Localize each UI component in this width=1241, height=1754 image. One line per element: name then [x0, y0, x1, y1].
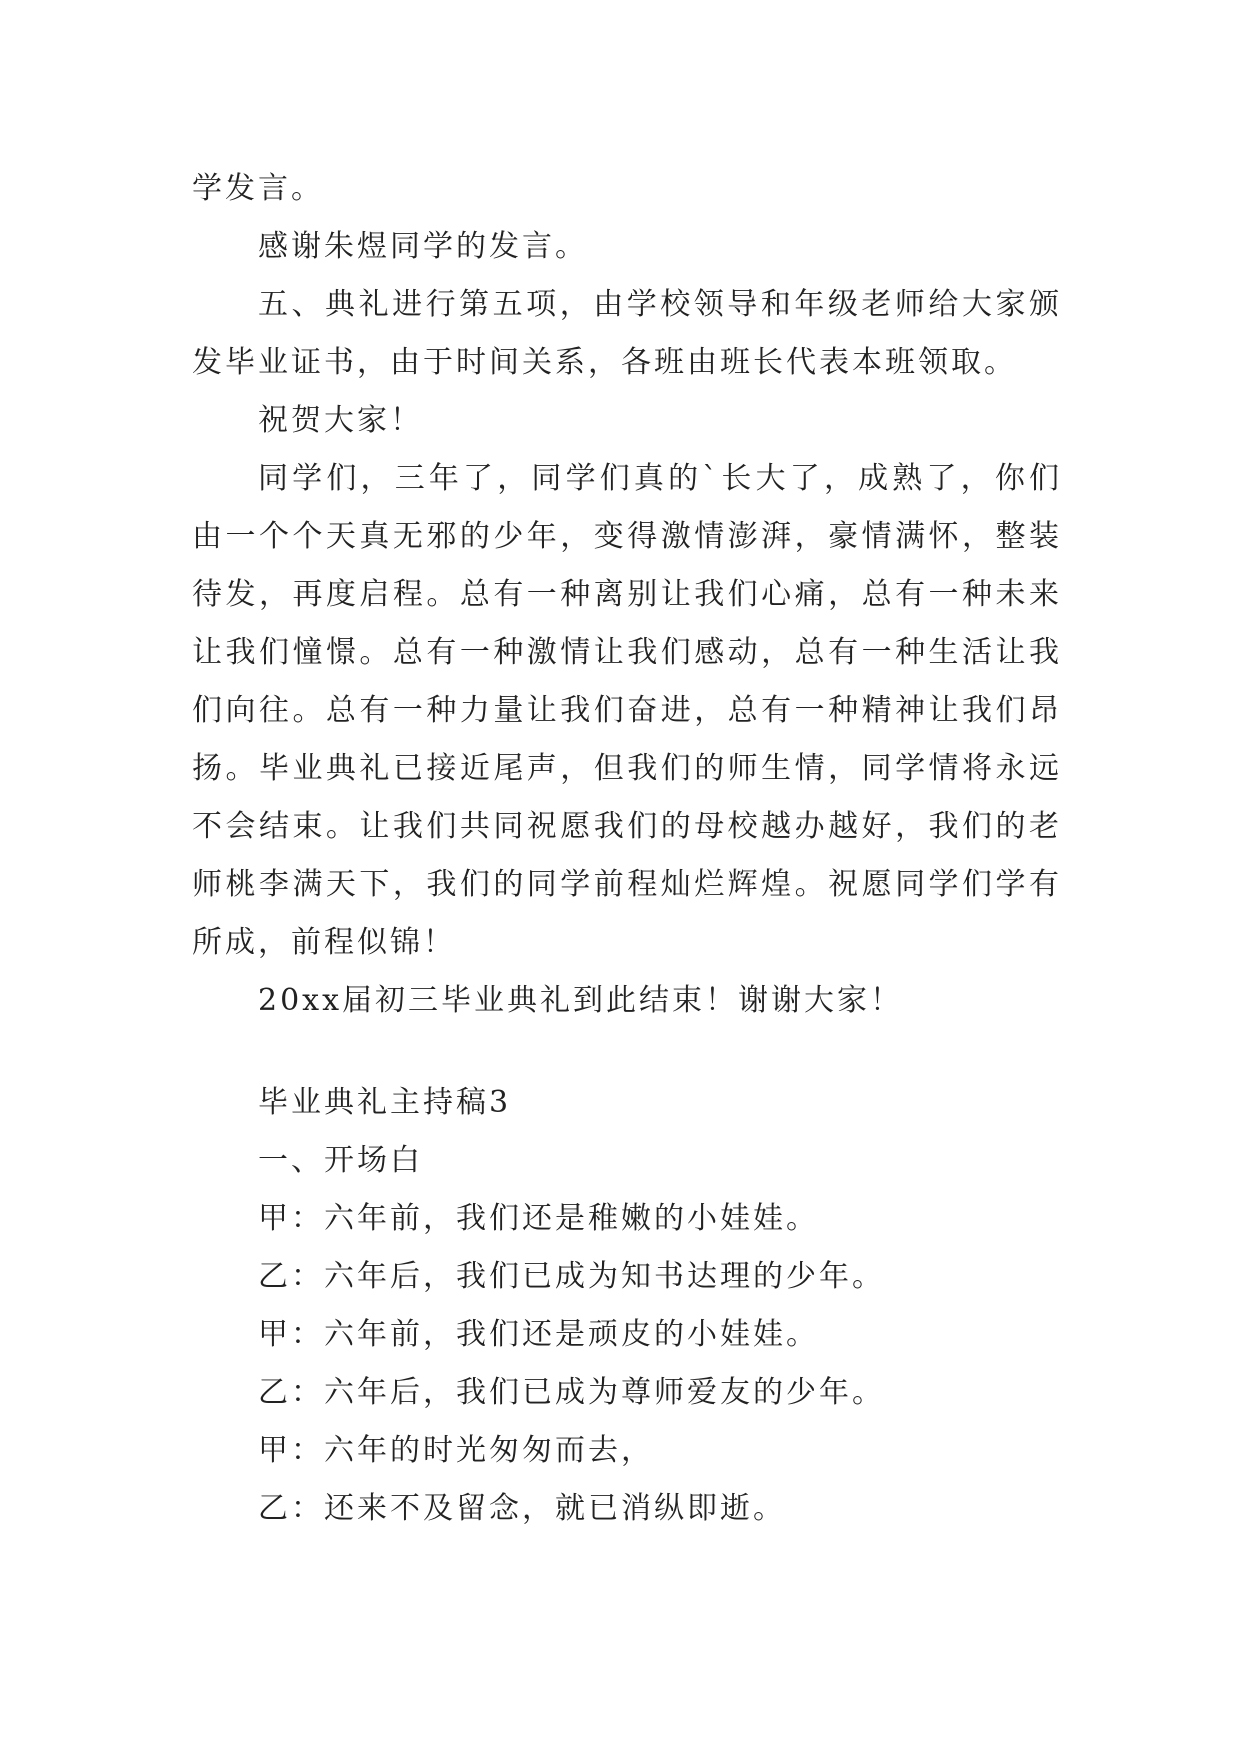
paragraph-end: 20xx届初三毕业典礼到此结束！谢谢大家！	[258, 983, 904, 1018]
paragraph-closing-speech: 同学们，三年了，同学们真的`长大了，成熟了，你们由一个个天真无邪的少年，变得激情澎湃，豪情满怀，整装待发，再度启程。总有一种离别让我们心痛，总有一种未来让我们憧憬。总有一种激情让我们感动，总有一种生活让我们向往。总有一种力量让我们奋进，总有一种精神让我们昂扬。毕业典礼已接近尾声，但我们的师生情，同学情将永远不会结束。让我们共同祝愿我们的母校越办越好，我们的老师桃李满天下，我们的同学前程灿烂辉煌。祝愿同学们学有所成，前程似锦！	[192, 461, 1062, 960]
dialogue-line: 乙：还来不及留念，就已消纵即逝。	[258, 1491, 786, 1526]
document-body	[192, 160, 1062, 1538]
paragraph-opening-heading: 一、开场白	[258, 1143, 423, 1178]
dialogue-line: 甲：六年前，我们还是稚嫩的小娃娃。	[258, 1201, 819, 1236]
dialogue-line: 乙：六年后，我们已成为尊师爱友的少年。	[258, 1375, 885, 1410]
dialogue-line: 甲：六年前，我们还是顽皮的小娃娃。	[258, 1317, 819, 1352]
section-title: 毕业典礼主持稿3	[258, 1085, 512, 1120]
paragraph-continuation: 学发言。	[192, 171, 324, 206]
dialogue-line: 乙：六年后，我们已成为知书达理的少年。	[258, 1259, 885, 1294]
dialogue-line: 甲：六年的时光匆匆而去，	[258, 1433, 654, 1468]
section-gap	[192, 1030, 1062, 1074]
paragraph-congrats: 祝贺大家！	[258, 403, 423, 438]
paragraph-thanks: 感谢朱煜同学的发言。	[258, 229, 588, 264]
paragraph-item-five: 五、典礼进行第五项，由学校领导和年级老师给大家颁发毕业证书，由于时间关系，各班由班长代表本班领取。	[192, 287, 1062, 380]
